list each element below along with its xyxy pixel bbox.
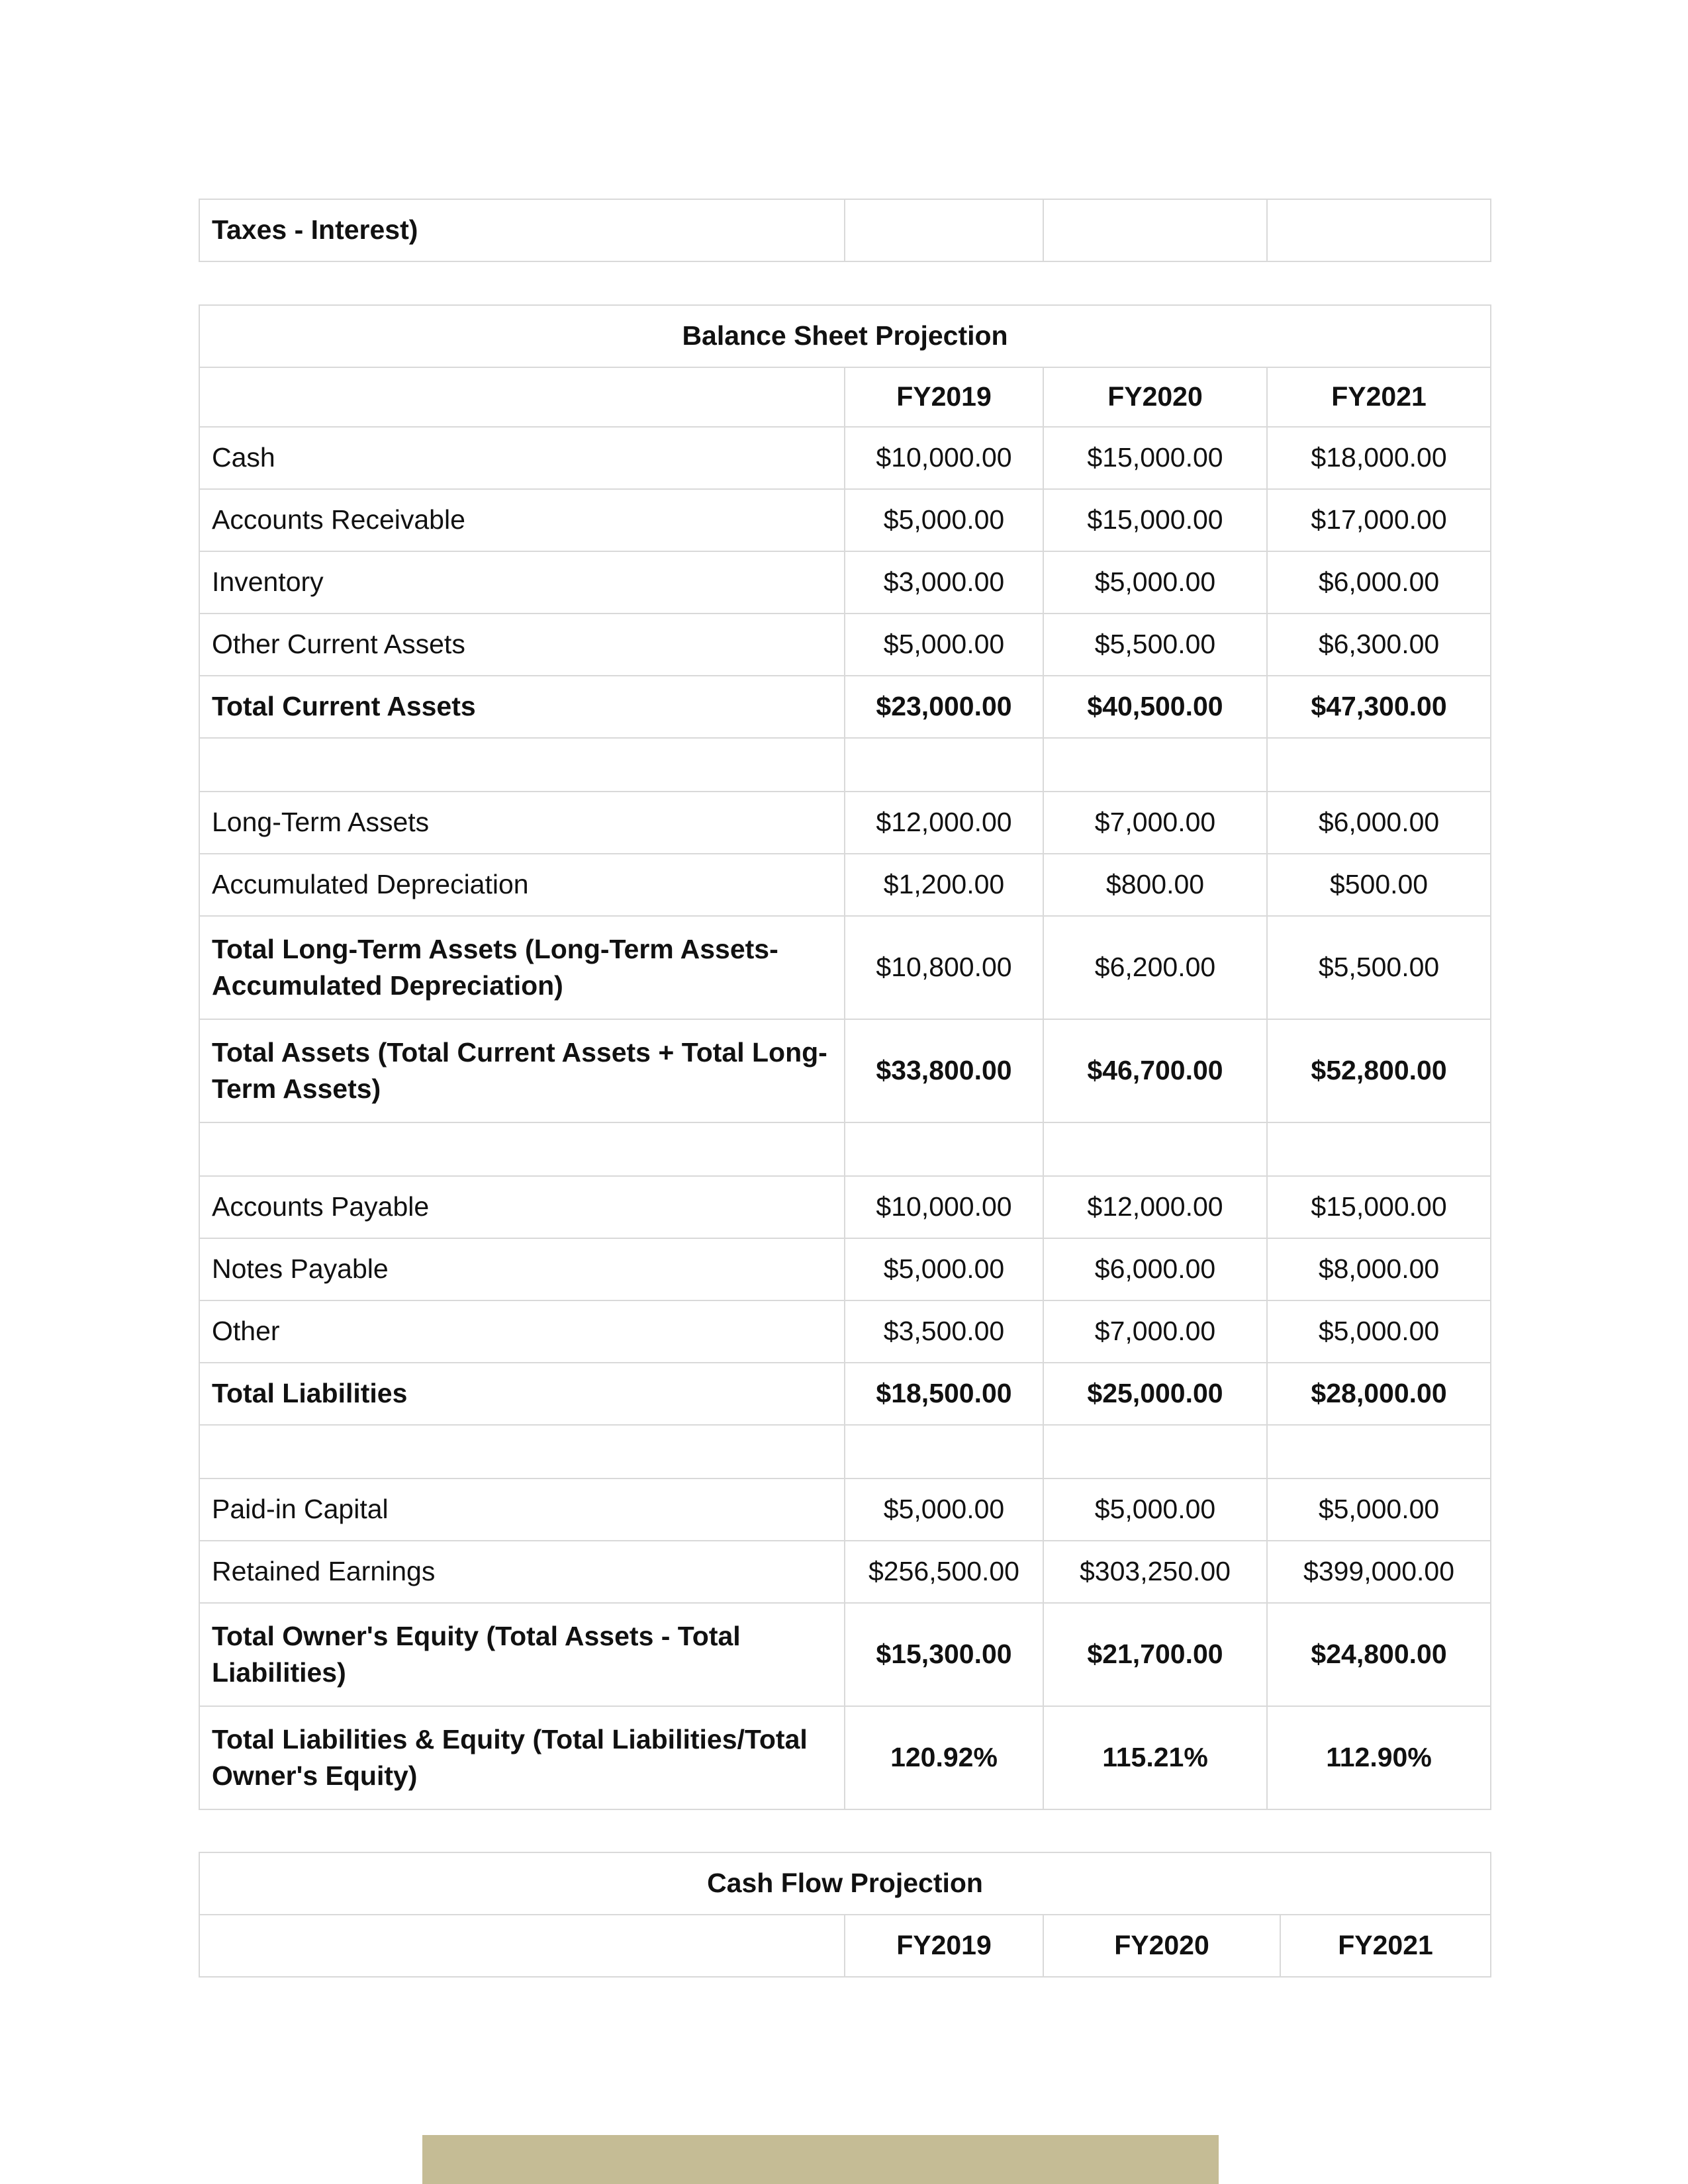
cell-value: $15,000.00 — [1043, 489, 1267, 551]
cell-value: $15,300.00 — [845, 1603, 1043, 1706]
empty-cell — [199, 367, 845, 427]
row-label: Other Current Assets — [199, 614, 845, 676]
balance-sheet-title: Balance Sheet Projection — [199, 305, 1491, 367]
cell-value: $25,000.00 — [1043, 1363, 1267, 1425]
cell-value: $5,000.00 — [1043, 1479, 1267, 1541]
cell-value: $10,000.00 — [845, 427, 1043, 489]
cell-value: $12,000.00 — [845, 792, 1043, 854]
year-header: FY2021 — [1267, 367, 1491, 427]
cell-value: $1,200.00 — [845, 854, 1043, 916]
cell-value: $5,000.00 — [1043, 551, 1267, 614]
year-header: FY2020 — [1043, 367, 1267, 427]
table-row — [199, 1238, 1491, 1300]
cell-value: $17,000.00 — [1267, 489, 1491, 551]
row-label: Paid-in Capital — [199, 1479, 845, 1541]
table-row — [199, 916, 1491, 1019]
table-row — [199, 1479, 1491, 1541]
cell-value: $5,000.00 — [845, 489, 1043, 551]
spacer-row — [199, 1425, 1491, 1479]
cell-value: $399,000.00 — [1267, 1541, 1491, 1603]
cell-value: $6,000.00 — [1267, 551, 1491, 614]
cell-value: $3,500.00 — [845, 1300, 1043, 1363]
cell-value: $40,500.00 — [1043, 676, 1267, 738]
cell-value: $8,000.00 — [1267, 1238, 1491, 1300]
cell-value: $5,000.00 — [1267, 1300, 1491, 1363]
row-label: Total Owner's Equity (Total Assets - Total Liabilities) — [199, 1603, 845, 1706]
table-row — [199, 427, 1491, 489]
table-title-row — [199, 1852, 1491, 1915]
cell-value: $18,000.00 — [1267, 427, 1491, 489]
cell-value: $5,500.00 — [1043, 614, 1267, 676]
cell-value: $24,800.00 — [1267, 1603, 1491, 1706]
cell-value: 112.90% — [1267, 1706, 1491, 1809]
cell-value: $3,000.00 — [845, 551, 1043, 614]
cell-value: $5,500.00 — [1267, 916, 1491, 1019]
cell-value: $6,200.00 — [1043, 916, 1267, 1019]
total-row — [199, 1706, 1491, 1809]
cell-value: $15,000.00 — [1043, 427, 1267, 489]
cell-value: $5,000.00 — [1267, 1479, 1491, 1541]
table-row — [199, 614, 1491, 676]
empty-cell — [199, 1915, 845, 1977]
cell-value: $6,300.00 — [1267, 614, 1491, 676]
spacer-row — [199, 738, 1491, 792]
spacer-row — [199, 1122, 1491, 1176]
cell-value: $5,000.00 — [845, 1238, 1043, 1300]
empty-cell — [1267, 199, 1491, 261]
total-row — [199, 676, 1491, 738]
cell-value: $500.00 — [1267, 854, 1491, 916]
table-row — [199, 1176, 1491, 1238]
row-label: Accumulated Depreciation — [199, 854, 845, 916]
cell-value: 115.21% — [1043, 1706, 1267, 1809]
cell-value: $10,800.00 — [845, 916, 1043, 1019]
cash-flow-title: Cash Flow Projection — [199, 1852, 1491, 1915]
row-label: Accounts Payable — [199, 1176, 845, 1238]
total-row — [199, 1019, 1491, 1122]
row-label: Accounts Receivable — [199, 489, 845, 551]
cell-value: $5,000.00 — [845, 1479, 1043, 1541]
year-header: FY2019 — [845, 1915, 1043, 1977]
cell-value: $10,000.00 — [845, 1176, 1043, 1238]
table-row — [199, 792, 1491, 854]
row-label: Cash — [199, 427, 845, 489]
row-label: Total Current Assets — [199, 676, 845, 738]
cell-value: $18,500.00 — [845, 1363, 1043, 1425]
row-label: Long-Term Assets — [199, 792, 845, 854]
footer-accent-bar — [422, 2135, 1219, 2184]
income-table-tail — [199, 199, 1491, 262]
table-row — [199, 199, 1491, 261]
row-label: Total Liabilities — [199, 1363, 845, 1425]
table-row — [199, 489, 1491, 551]
table-row — [199, 1541, 1491, 1603]
empty-cell — [845, 199, 1043, 261]
table-title-row — [199, 305, 1491, 367]
row-label: Other — [199, 1300, 845, 1363]
balance-sheet-table — [199, 304, 1491, 1810]
cell-value: $6,000.00 — [1267, 792, 1491, 854]
table-row — [199, 551, 1491, 614]
row-label: Total Liabilities & Equity (Total Liabilities/Total Owner's Equity) — [199, 1706, 845, 1809]
cell-value: $52,800.00 — [1267, 1019, 1491, 1122]
cell-value: $5,000.00 — [845, 614, 1043, 676]
cell-value: $47,300.00 — [1267, 676, 1491, 738]
table-row — [199, 854, 1491, 916]
cell-value: $12,000.00 — [1043, 1176, 1267, 1238]
total-row — [199, 1363, 1491, 1425]
row-label: Retained Earnings — [199, 1541, 845, 1603]
year-header: FY2021 — [1280, 1915, 1491, 1977]
cell-value: $21,700.00 — [1043, 1603, 1267, 1706]
row-label: Notes Payable — [199, 1238, 845, 1300]
row-label: Total Long-Term Assets (Long-Term Assets- Accumulated Depreciation) — [199, 916, 845, 1019]
cell-value: $7,000.00 — [1043, 1300, 1267, 1363]
cell-value: $23,000.00 — [845, 676, 1043, 738]
cell-value: $28,000.00 — [1267, 1363, 1491, 1425]
cell-value: $33,800.00 — [845, 1019, 1043, 1122]
cell-value: $46,700.00 — [1043, 1019, 1267, 1122]
cash-flow-table — [199, 1852, 1491, 1978]
cell-value: $303,250.00 — [1043, 1541, 1267, 1603]
row-label: Inventory — [199, 551, 845, 614]
row-label: Taxes - Interest) — [199, 199, 845, 261]
table-header-row — [199, 367, 1491, 427]
total-row — [199, 1603, 1491, 1706]
table-header-row — [199, 1915, 1491, 1977]
year-header: FY2020 — [1043, 1915, 1280, 1977]
table-row — [199, 1300, 1491, 1363]
cell-value: $256,500.00 — [845, 1541, 1043, 1603]
cell-value: $7,000.00 — [1043, 792, 1267, 854]
cell-value: 120.92% — [845, 1706, 1043, 1809]
year-header: FY2019 — [845, 367, 1043, 427]
cell-value: $800.00 — [1043, 854, 1267, 916]
row-label: Total Assets (Total Current Assets + Total Long-Term Assets) — [199, 1019, 845, 1122]
cell-value: $6,000.00 — [1043, 1238, 1267, 1300]
cell-value: $15,000.00 — [1267, 1176, 1491, 1238]
empty-cell — [1043, 199, 1267, 261]
